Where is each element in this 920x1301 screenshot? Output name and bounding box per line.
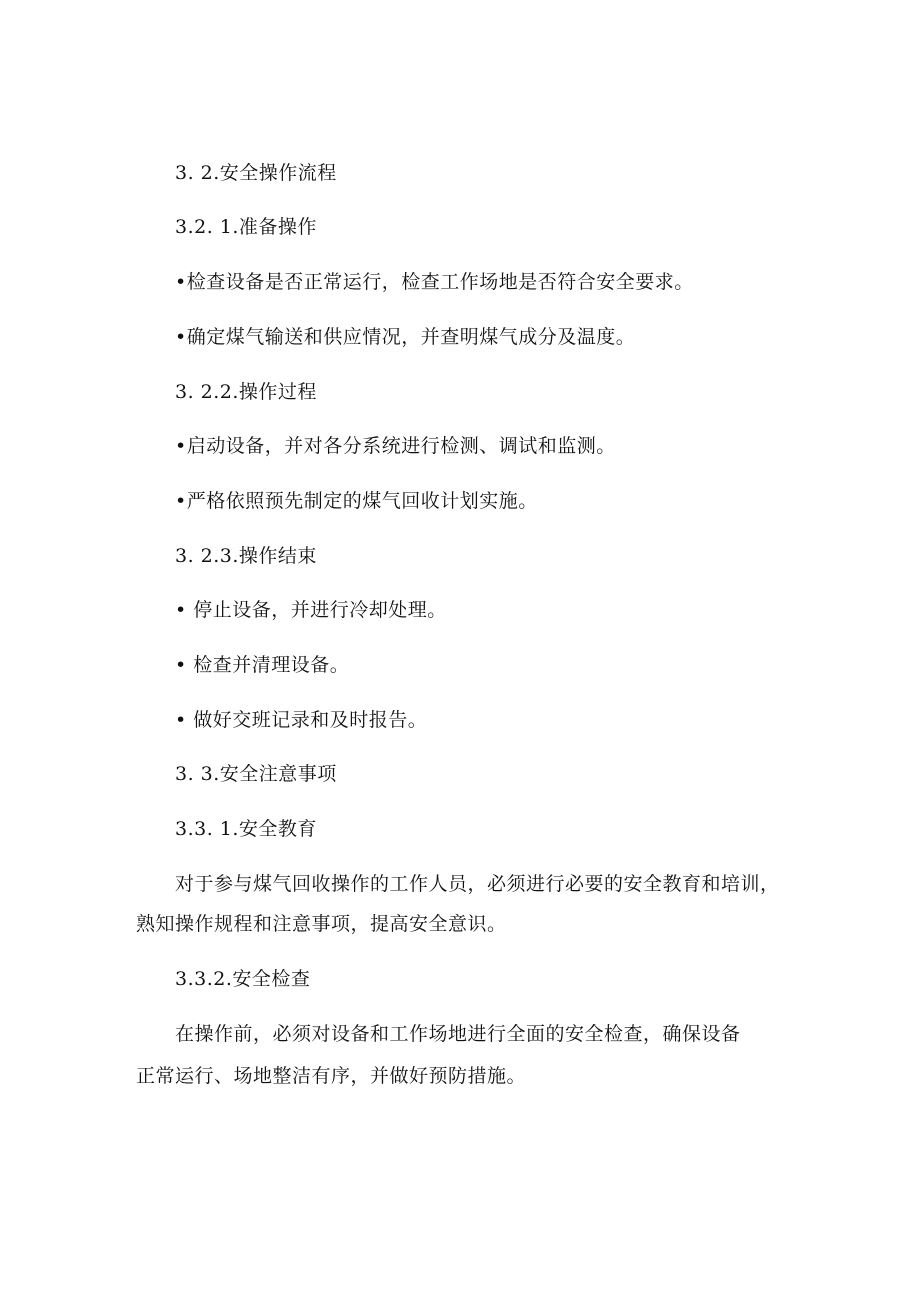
section-heading-3-3: 3. 3.安全注意事项 [175, 763, 337, 785]
paragraph-continuation: 正常运行、场地整洁有序，并做好预防措施。 [136, 1065, 527, 1087]
subsection-heading-3-2-1: 3.2. 1.准备操作 [175, 216, 317, 238]
bullet-item: • 停止设备，并进行冷却处理。 [175, 599, 447, 621]
subsection-heading-3-2-2: 3. 2.2.操作过程 [175, 381, 317, 403]
bullet-item: • 做好交班记录和及时报告。 [175, 709, 428, 731]
section-heading-3-2: 3. 2.安全操作流程 [175, 162, 337, 184]
subsection-heading-3-2-3: 3. 2.3.操作结束 [175, 545, 317, 567]
bullet-item: •启动设备，并对各分系统进行检测、调试和监测。 [175, 435, 616, 457]
bullet-item: •检查设备是否正常运行，检查工作场地是否符合安全要求。 [175, 271, 694, 293]
bullet-item: •确定煤气输送和供应情况，并查明煤气成分及温度。 [175, 326, 636, 348]
paragraph-line: 在操作前，必须对设备和工作场地进行全面的安全检查，确保设备 [175, 1023, 741, 1045]
subsection-heading-3-3-2: 3.3.2.安全检查 [175, 968, 311, 990]
subsection-heading-3-3-1: 3.3. 1.安全教育 [175, 818, 317, 840]
bullet-item: • 检查并清理设备。 [175, 654, 350, 676]
bullet-item: •严格依照预先制定的煤气回收计划实施。 [175, 490, 538, 512]
paragraph-continuation: 熟知操作规程和注意事项，提高安全意识。 [136, 913, 507, 935]
paragraph-line: 对于参与煤气回收操作的工作人员，必须进行必要的安全教育和培训， [175, 873, 780, 895]
